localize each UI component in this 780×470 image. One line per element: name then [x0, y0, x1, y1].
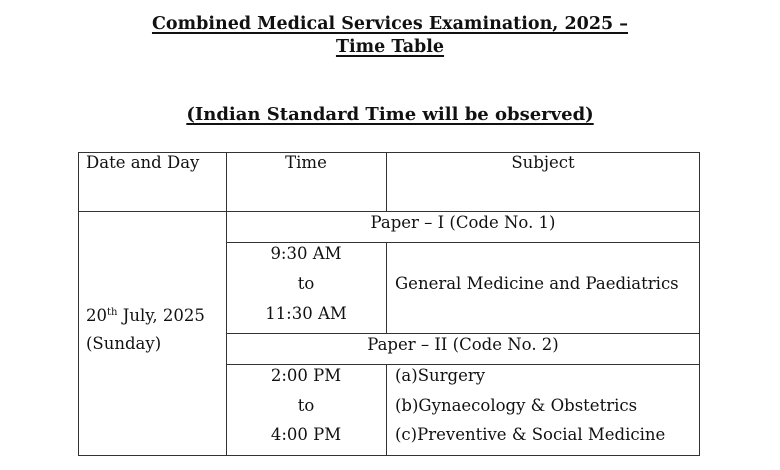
- document-title-line1: Combined Medical Services Examination, 2025 –: [151, 14, 629, 34]
- exam-date: [86, 303, 205, 326]
- header-time: Time: [285, 153, 327, 172]
- header-date-day: Date and Day: [86, 153, 200, 172]
- paper1-title-bottom: [226, 242, 700, 243]
- paper1-time-end: 11:30 AM: [265, 304, 347, 323]
- paper1-time-to: to: [297, 274, 315, 293]
- paper1-row-bottom: [226, 333, 700, 334]
- exam-date-month-year: July, 2025: [117, 306, 205, 325]
- paper2-time-start: 2:00 PM: [270, 366, 342, 385]
- ist-note: (Indian Standard Time will be observed): [186, 104, 594, 125]
- paper2-subject-surgery: (a)Surgery: [395, 366, 486, 385]
- paper2-title: Paper – II (Code No. 2): [367, 335, 559, 354]
- paper2-time-subject-divider: [386, 364, 387, 456]
- header-row-bottom: [78, 211, 700, 212]
- paper2-subject-preventive: (c)Preventive & Social Medicine: [395, 425, 666, 444]
- exam-date-day: 20: [86, 306, 107, 325]
- paper1-title: Paper – I (Code No. 1): [370, 213, 556, 232]
- exam-date-suffix: th: [107, 307, 118, 318]
- paper1-time-subject-divider: [386, 242, 387, 334]
- paper2-time-to: to: [297, 396, 315, 415]
- paper2-subject-gynaecology: (b)Gynaecology & Obstetrics: [395, 396, 638, 415]
- document-title-line2: Time Table: [335, 37, 445, 57]
- exam-weekday: (Sunday): [86, 334, 162, 353]
- paper1-time-start: 9:30 AM: [270, 244, 342, 263]
- table-border-bottom: [78, 455, 700, 456]
- table-border-left: [78, 152, 79, 456]
- header-subject: Subject: [511, 153, 575, 172]
- paper2-time-end: 4:00 PM: [270, 425, 342, 444]
- paper2-title-bottom: [226, 364, 700, 365]
- paper1-subject: General Medicine and Paediatrics: [395, 274, 679, 293]
- table-border-right: [699, 152, 700, 456]
